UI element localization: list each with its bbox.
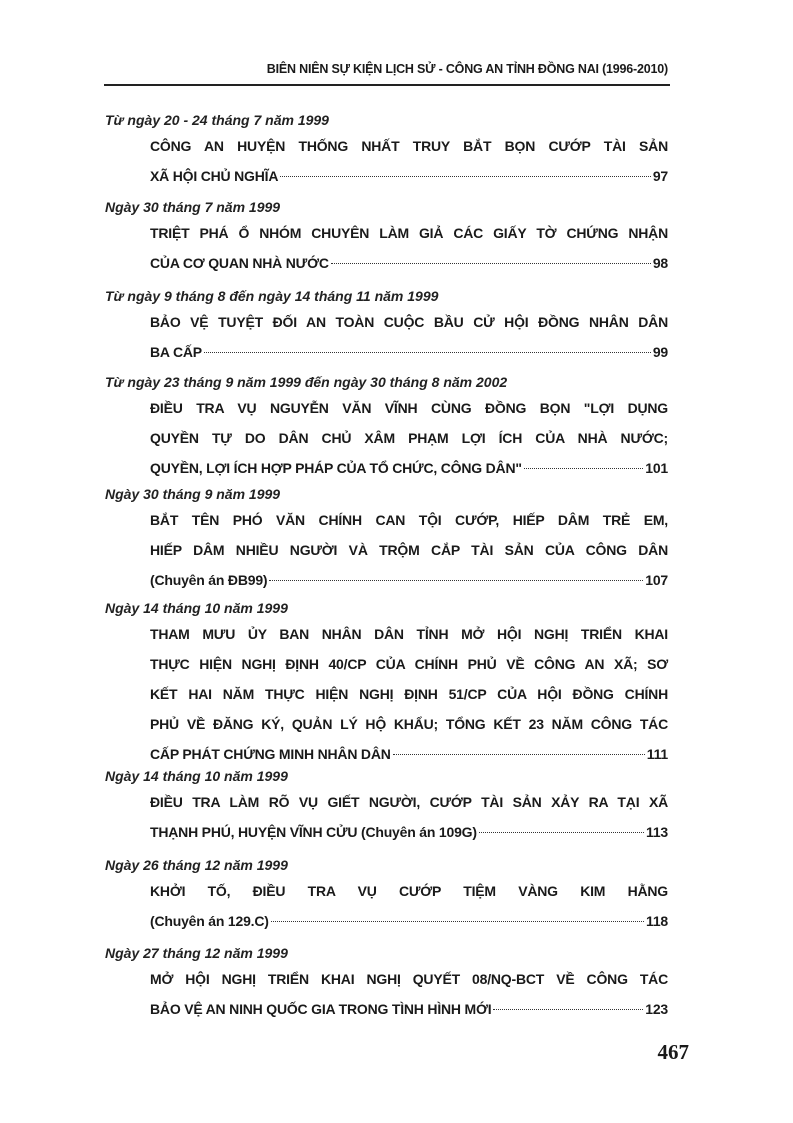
entry-date: Ngày 14 tháng 10 năm 1999 xyxy=(105,768,288,784)
toc-entry[interactable] xyxy=(105,371,668,483)
entry-page-number[interactable]: 107 xyxy=(645,572,668,588)
entry-title-text: QUYỀN, LỢI ÍCH HỢP PHÁP CỦA TỔ CHỨC, CÔNG DÂN" xyxy=(150,460,522,476)
dot-leader xyxy=(271,921,644,922)
entry-title-line: CÔNG AN HUYỆN THỐNG NHẤT TRUY BẮT BỌN CƯỚP TÀI SẢN xyxy=(150,138,668,154)
entry-page-number[interactable]: 99 xyxy=(652,344,668,360)
entry-title-text: (Chuyên án ĐB99) xyxy=(150,572,268,588)
entry-page-number[interactable]: 111 xyxy=(646,746,668,762)
toc-entry[interactable] xyxy=(105,285,668,367)
entry-title-text: (Chuyên án 129.C) xyxy=(150,913,269,929)
entry-title-text: CẤP PHÁT CHỨNG MINH NHÂN DÂN xyxy=(150,746,391,762)
entry-date: Ngày 27 tháng 12 năm 1999 xyxy=(105,945,288,961)
dot-leader xyxy=(280,176,651,177)
dot-leader xyxy=(493,1009,643,1010)
page-number: 467 xyxy=(657,1040,689,1064)
toc-entry[interactable] xyxy=(105,109,668,191)
entry-date: Từ ngày 20 - 24 tháng 7 năm 1999 xyxy=(105,112,329,128)
entry-title-line xyxy=(150,994,668,1024)
entry-title-line xyxy=(150,337,668,367)
toc-entry[interactable] xyxy=(105,597,668,769)
entry-title-line: HIẾP DÂM NHIỀU NGƯỜI VÀ TRỘM CẮP TÀI SẢN CỦA CÔNG DÂN xyxy=(150,542,668,558)
entry-title-text: CỦA CƠ QUAN NHÀ NƯỚC xyxy=(150,255,329,271)
entry-date: Ngày 30 tháng 9 năm 1999 xyxy=(105,486,281,502)
entry-title-text: XÃ HỘI CHỦ NGHĨA xyxy=(150,168,279,184)
dot-leader xyxy=(331,263,651,264)
entry-title-line: TRIỆT PHÁ Ổ NHÓM CHUYÊN LÀM GIẢ CÁC GIẤY TỜ CHỨNG NHẬN xyxy=(150,225,668,241)
entry-title-line: THAM MƯU ỦY BAN NHÂN DÂN TỈNH MỞ HỘI NGHỊ TRIỂN KHAI xyxy=(150,626,668,642)
dot-leader xyxy=(393,754,645,755)
entry-page-number[interactable]: 118 xyxy=(646,913,668,929)
entry-date: Từ ngày 9 tháng 8 đến ngày 14 tháng 11 năm 1999 xyxy=(105,288,439,304)
entry-date: Ngày 26 tháng 12 năm 1999 xyxy=(105,857,288,873)
entry-date: Từ ngày 23 tháng 9 năm 1999 đến ngày 30 tháng 8 năm 2002 xyxy=(105,374,508,390)
entry-title-line: MỞ HỘI NGHỊ TRIỂN KHAI NGHỊ QUYẾT 08/NQ-BCT VỀ CÔNG TÁC xyxy=(150,971,668,987)
entry-title-line xyxy=(150,248,668,278)
toc-entry[interactable] xyxy=(105,765,668,847)
header-rule xyxy=(104,84,670,86)
entry-title-line: THỰC HIỆN NGHỊ ĐỊNH 40/CP CỦA CHÍNH PHỦ VỀ CÔNG AN XÃ; SƠ xyxy=(150,656,668,672)
toc-entry[interactable] xyxy=(105,483,668,595)
entry-title-line: BẢO VỆ TUYỆT ĐỐI AN TOÀN CUỘC BẦU CỬ HỘI ĐỒNG NHÂN DÂN xyxy=(150,314,668,330)
entry-title-line: BẮT TÊN PHÓ VĂN CHÍNH CAN TỘI CƯỚP, HIẾP DÂM TRẺ EM, xyxy=(150,512,668,528)
entry-title-text: THẠNH PHÚ, HUYỆN VĨNH CỬU (Chuyên án 109G) xyxy=(150,824,477,840)
entry-date: Ngày 30 tháng 7 năm 1999 xyxy=(105,199,281,215)
toc-entry[interactable] xyxy=(105,196,668,278)
entry-title-text: BẢO VỆ AN NINH QUỐC GIA TRONG TÌNH HÌNH MỚI xyxy=(150,1001,492,1017)
entry-page-number[interactable]: 97 xyxy=(652,168,668,184)
entry-title-line: PHỦ VỀ ĐĂNG KÝ, QUẢN LÝ HỘ KHẨU; TỔNG KẾT 23 NĂM CÔNG TÁC xyxy=(150,716,668,732)
dot-leader xyxy=(524,468,643,469)
entry-date: Ngày 14 tháng 10 năm 1999 xyxy=(105,600,288,616)
entry-page-number[interactable]: 98 xyxy=(652,255,668,271)
entry-title-line xyxy=(150,565,668,595)
running-header: BIÊN NIÊN SỰ KIỆN LỊCH SỬ - CÔNG AN TỈNH ĐỒNG NAI (1996-2010) xyxy=(266,62,668,76)
dot-leader xyxy=(204,352,651,353)
entry-page-number[interactable]: 113 xyxy=(646,824,668,840)
entry-page-number[interactable]: 101 xyxy=(645,460,668,476)
toc-entry[interactable] xyxy=(105,854,668,936)
entry-title-line xyxy=(150,453,668,483)
entry-title-line xyxy=(150,161,668,191)
entry-title-line: KẾT HAI NĂM THỰC HIỆN NGHỊ ĐỊNH 51/CP CỦA HỘI ĐỒNG CHÍNH xyxy=(150,686,668,702)
entry-title-line: ĐIỀU TRA LÀM RÕ VỤ GIẾT NGƯỜI, CƯỚP TÀI SẢN XẢY RA TẠI XÃ xyxy=(150,794,668,810)
entry-title-line xyxy=(150,906,668,936)
entry-title-line: KHỞI TỐ, ĐIỀU TRA VỤ CƯỚP TIỆM VÀNG KIM HẰNG xyxy=(150,883,668,899)
entry-title-line: ĐIỀU TRA VỤ NGUYỄN VĂN VĨNH CÙNG ĐỒNG BỌN "LỢI DỤNG xyxy=(150,400,668,416)
entry-page-number[interactable]: 123 xyxy=(645,1001,668,1017)
dot-leader xyxy=(269,580,643,581)
dot-leader xyxy=(479,832,644,833)
entry-title-line xyxy=(150,817,668,847)
entry-title-text: BA CẤP xyxy=(150,344,202,360)
entry-title-line: QUYỀN TỰ DO DÂN CHỦ XÂM PHẠM LỢI ÍCH CỦA NHÀ NƯỚC; xyxy=(150,430,668,446)
toc-entry[interactable] xyxy=(105,942,668,1024)
